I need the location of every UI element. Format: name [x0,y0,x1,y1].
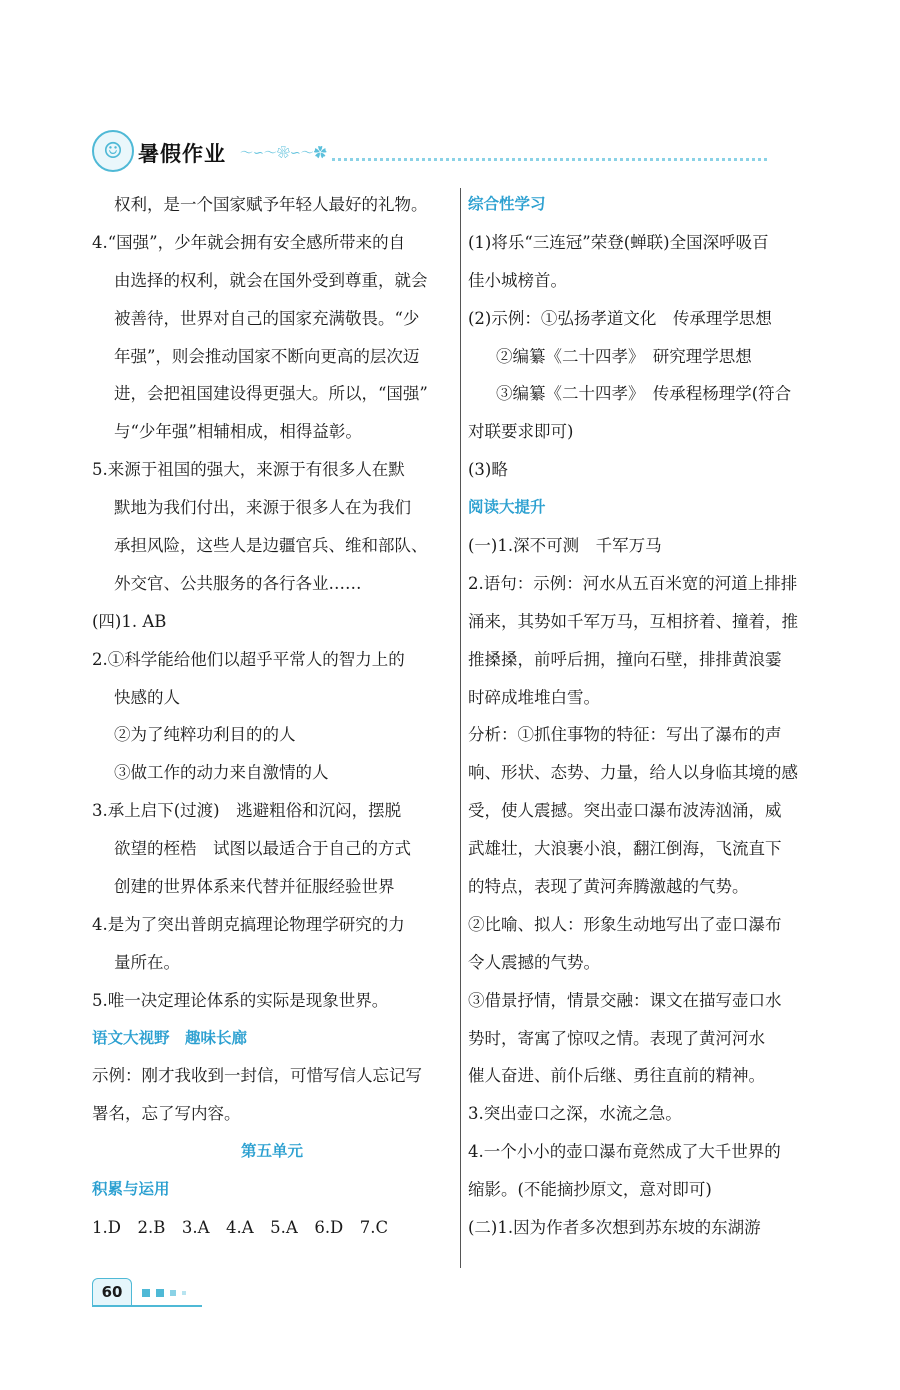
text-line: 5.来源于祖国的强大，来源于有很多人在默 [92,460,405,480]
page-header [92,128,772,178]
text-line: 4.一个小小的壶口瀑布竟然成了大千世界的 [468,1142,781,1162]
text-line: ②编纂《二十四孝》 研究理学思想 [496,346,752,366]
text-line: (四)1. AB [92,611,167,631]
text-line: ②为了纯粹功利目的的人 [114,725,296,745]
text-line: 催人奋进、前仆后继、勇往直前的精神。 [468,1066,765,1086]
text-line: 量所在。 [114,952,180,972]
text-line: ③借景抒情，情景交融：课文在描写壶口水 [468,990,782,1010]
section-heading: 积累与运用 [92,1180,170,1199]
text-line: 4.“国强”，少年就会拥有安全感所带来的自 [92,232,406,252]
text-line: 武雄壮，大浪裹小浪，翻江倒海，飞流直下 [468,839,782,859]
footer-square-icon [182,1291,186,1295]
text-line: (一)1.深不可测 千军万马 [468,536,662,556]
text-line: 5.唯一决定理论体系的实际是现象世界。 [92,990,389,1010]
text-line: 分析：①抓住事物的特征：写出了瀑布的声 [468,725,782,745]
section-heading: 语文大视野 趣味长廊 [92,1028,248,1047]
text-line: 外交官、公共服务的各行各业…… [114,573,362,593]
text-line: 2.语句：示例：河水从五百米宽的河道上排排 [468,573,798,593]
text-line: 署名，忘了写内容。 [92,1104,241,1124]
text-line: 势时，寄寓了惊叹之情。表现了黄河河水 [468,1028,765,1048]
text-line: 4.是为了突出普朗克搞理论物理学研究的力 [92,914,405,934]
text-line: 的特点，表现了黄河奔腾激越的气势。 [468,877,749,897]
text-line: 与“少年强”相辅相成，相得益彰。 [114,422,362,442]
text-line: (3)略 [468,460,508,480]
column-divider [460,188,461,1268]
text-line: 缩影。(不能摘抄原文，意对即可) [468,1180,712,1200]
text-line: 承担风险，这些人是边疆官兵、维和部队、 [114,536,428,556]
text-line: ③编纂《二十四孝》 传承程杨理学(符合 [496,384,792,404]
footer-square-icon [170,1290,176,1296]
header-title: 暑假作业 [138,142,226,166]
text-line: ②比喻、拟人：形象生动地写出了壶口瀑布 [468,914,782,934]
section-heading: 综合性学习 [468,195,546,213]
text-line: 创建的世界体系来代替并征服经验世界 [114,877,395,897]
text-line: 1.D 2.B 3.A 4.A 5.A 6.D 7.C [92,1218,389,1238]
text-line: 时碎成堆堆白雪。 [468,687,600,707]
text-line: (二)1.因为作者多次想到苏东坡的东湖游 [468,1218,761,1238]
text-line: (1)将乐“三连冠”荣登(蝉联)全国深呼吸百 [468,232,769,252]
text-line: 2.①科学能给他们以超乎平常人的智力上的 [92,649,405,669]
header-dotted-rule [332,158,767,161]
vine-decoration-icon: ～∽～❀∽～✿ [240,146,327,161]
text-line: 对联要求即可) [468,422,574,442]
text-line: 受，使人震撼。突出壶口瀑布波涛汹涌，威 [468,801,782,821]
page-number: 60 [92,1278,132,1306]
right-column [468,186,830,1247]
cartoon-girl-logo-icon: ☺ [92,130,134,172]
text-line: 由选择的权利，就会在国外受到尊重，就会 [114,270,428,290]
text-line: 示例：刚才我收到一封信，可惜写信人忘记写 [92,1066,422,1086]
text-line: 默地为我们付出，来源于很多人在为我们 [114,498,411,518]
text-line: 欲望的桎梏 试图以最适合于自己的方式 [114,839,411,859]
text-line: (2)示例：①弘扬孝道文化 传承理学思想 [468,308,772,328]
text-line: 快感的人 [114,687,180,707]
text-line: 年强”，则会推动国家不断向更高的层次迈 [114,346,420,366]
text-line: 响、形状、态势、力量，给人以身临其境的感 [468,763,798,783]
text-line: 3.承上启下(过渡) 逃避粗俗和沉闷，摆脱 [92,801,402,821]
section-heading: 第五单元 [240,1142,303,1161]
footer-square-icon [156,1289,164,1297]
text-line: 权利，是一个国家赋予年轻人最好的礼物。 [114,195,428,214]
text-line: ③做工作的动力来自激情的人 [114,763,329,783]
section-heading: 阅读大提升 [468,498,546,517]
text-line: 涌来，其势如千军万马，互相挤着、撞着，推 [468,611,798,631]
footer-square-icon [142,1289,150,1297]
text-line: 令人震撼的气势。 [468,952,600,972]
left-column [92,186,452,1247]
page-number-bar [92,1305,202,1307]
text-line: 进，会把祖国建设得更强大。所以，“国强” [114,384,428,404]
text-line: 被善待，世界对自己的国家充满敬畏。“少 [114,308,420,328]
text-line: 佳小城榜首。 [468,270,567,290]
text-line: 推搡搡，前呼后拥，撞向石壁，排排黄浪霎 [468,649,782,669]
text-line: 3.突出壶口之深，水流之急。 [468,1104,682,1124]
